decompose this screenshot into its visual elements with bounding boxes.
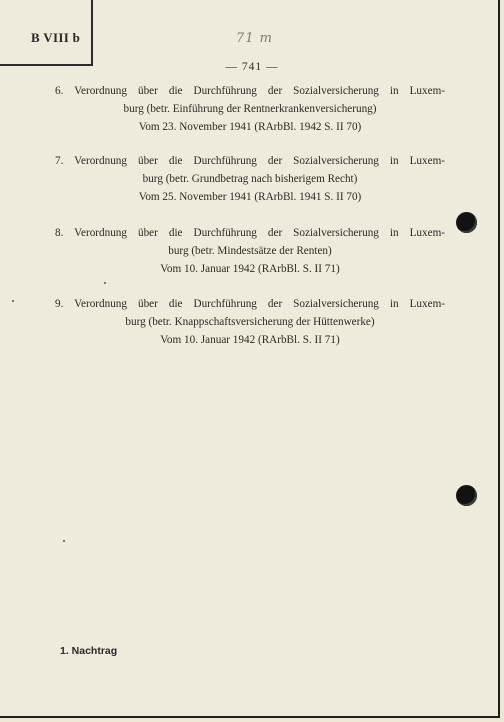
speck — [12, 300, 14, 302]
handwritten-note: 71 m — [236, 31, 274, 46]
entry-8 — [55, 224, 445, 278]
supplement-label: 1. Nachtrag — [60, 645, 118, 657]
entry-6 — [55, 82, 445, 136]
entry-line: 8. Verordnung über die Durchführung der Sozialversicherung in Luxem- — [55, 227, 445, 239]
entry-line: burg (betr. Einführung der Rentnerkrankenversicherung) — [123, 103, 377, 115]
entry-line: burg (betr. Knappschaftsversicherung der Hüttenwerke) — [125, 316, 375, 328]
entry-7 — [55, 152, 445, 206]
entry-line: burg (betr. Grundbetrag nach bisherigem Recht) — [142, 173, 358, 185]
entry-date: Vom 23. November 1941 (RArbBl. 1942 S. II 70) — [138, 121, 362, 133]
entry-date: Vom 25. November 1941 (RArbBl. 1941 S. II 70) — [138, 191, 362, 203]
entry-date: Vom 10. Januar 1942 (RArbBl. S. II 71) — [160, 334, 340, 346]
speck — [63, 540, 65, 542]
entry-line: 6. Verordnung über die Durchführung der Sozialversicherung in Luxem- — [55, 85, 445, 97]
entry-line: 9. Verordnung über die Durchführung der Sozialversicherung in Luxem- — [55, 298, 445, 310]
punch-hole-top — [456, 212, 477, 233]
punch-hole-bottom — [456, 485, 477, 506]
page-number: — 741 — — [225, 61, 279, 73]
entry-line: burg (betr. Mindestsätze der Renten) — [168, 245, 332, 257]
section-label: B VIII b — [31, 30, 81, 45]
entry-line: 7. Verordnung über die Durchführung der Sozialversicherung in Luxem- — [55, 155, 445, 167]
entry-9 — [55, 295, 445, 349]
speck — [104, 282, 106, 284]
entry-date: Vom 10. Januar 1942 (RArbBl. S. II 71) — [160, 263, 340, 275]
